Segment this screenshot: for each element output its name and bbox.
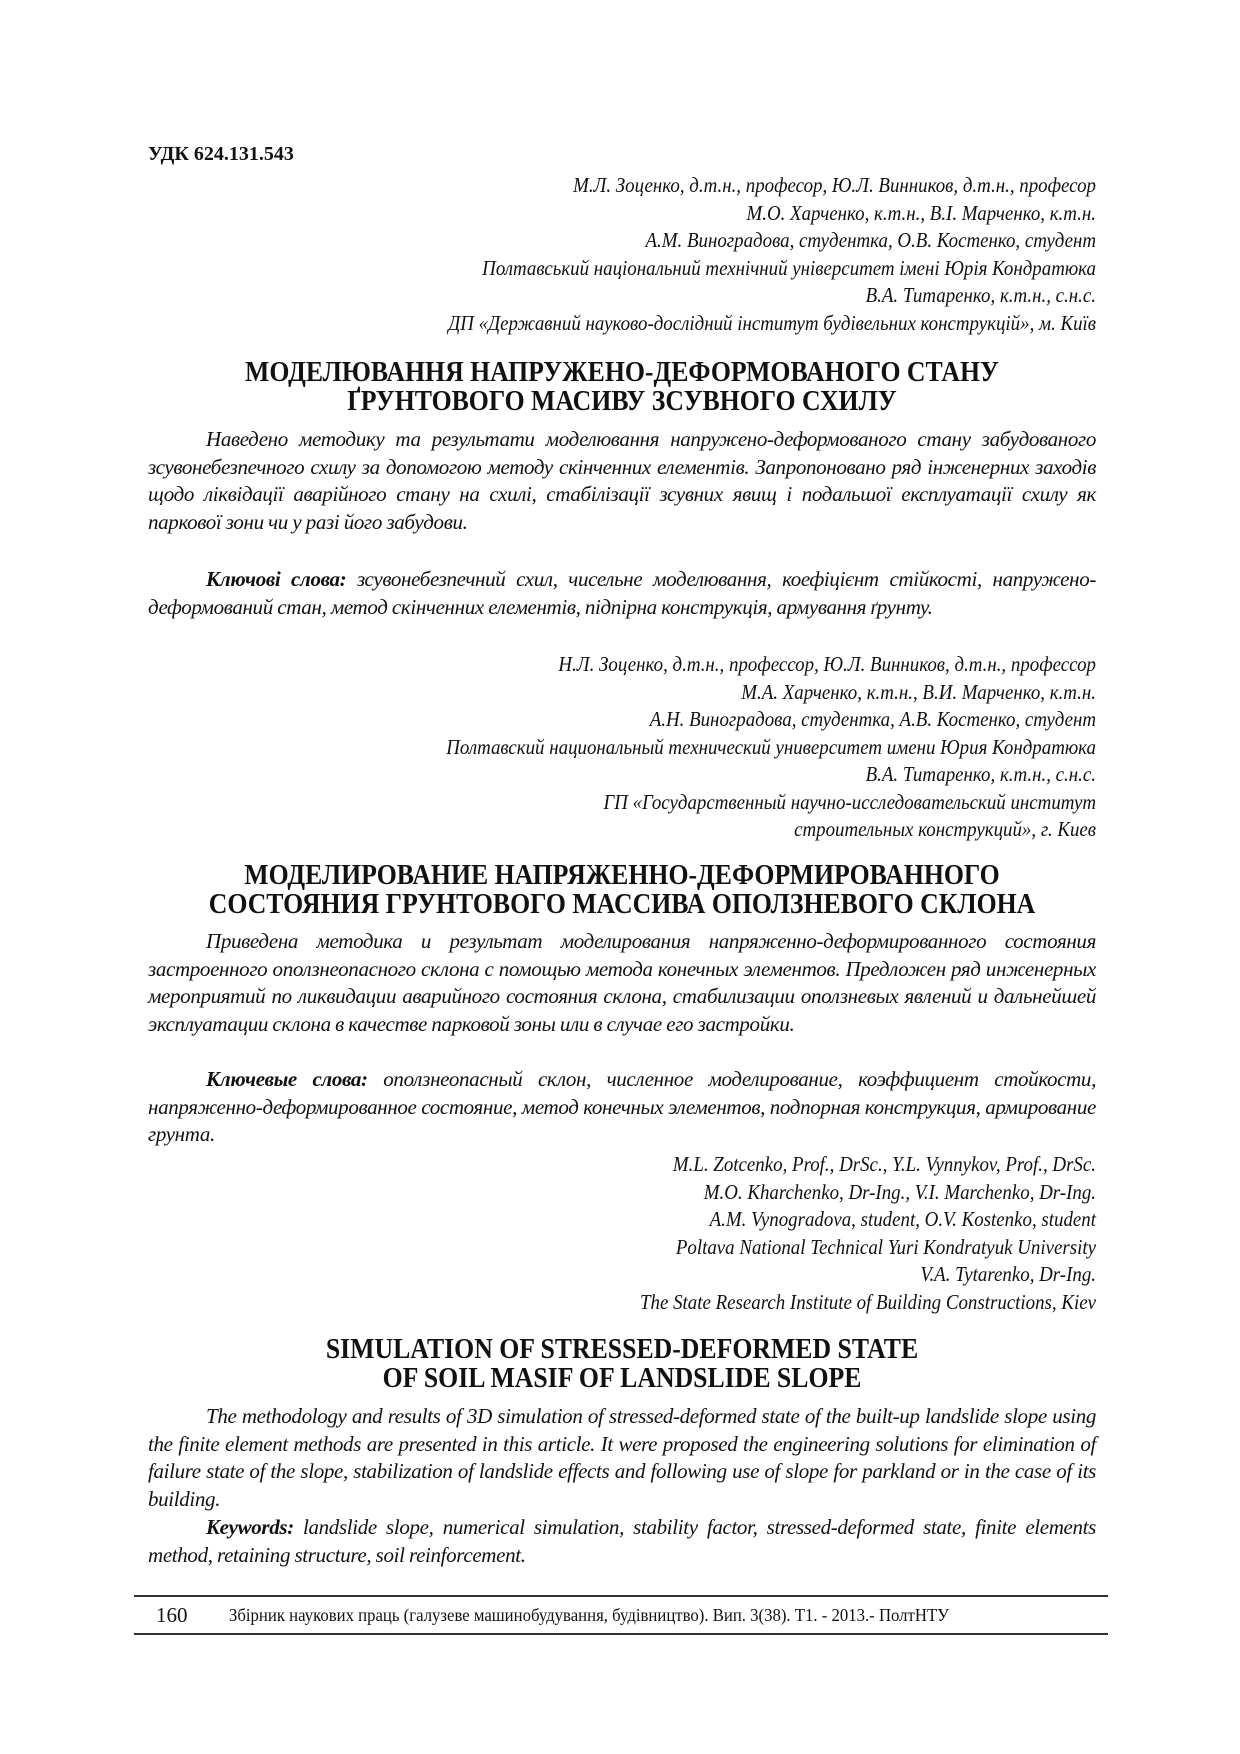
affiliation-line: строительных конструкций», г. Киев xyxy=(794,817,1096,841)
keywords-label: Ключові слова: xyxy=(206,567,347,591)
keywords-ru xyxy=(148,1066,1096,1149)
author-line: М.Л. Зоценко, д.т.н., професор, Ю.Л. Винников, д.т.н., професор xyxy=(573,173,1096,197)
affiliation-line: The State Research Institute of Building Constructions, Kiev xyxy=(639,1289,1096,1314)
title-line: SIMULATION OF STRESSED-DEFORMED STATE xyxy=(325,1334,919,1365)
author-line: В.А. Титаренко, к.т.н., с.н.с. xyxy=(865,762,1096,786)
footer-top-rule xyxy=(134,1595,1108,1597)
page-number: 160 xyxy=(156,1603,188,1627)
title-line: СОСТОЯНИЯ ГРУНТОВОГО МАССИВА ОПОЛЗНЕВОГО СКЛОНА xyxy=(208,889,1036,920)
abstract-en: The methodology and results of 3D simulation of stressed-deformed state of the built-up landslide slope using the finite element methods are presented in this article. It were proposed the engineering solutions for elimination of failure state of the slope, stabilization of landslide effects and following use of slope for parkland or in the case of its building. xyxy=(148,1404,1096,1511)
author-line: V.A. Tytarenko, Dr-Ing. xyxy=(920,1262,1096,1286)
affiliation-line: Полтавский национальный технический университет имени Юрия Кондратюка xyxy=(446,734,1096,759)
title-line: МОДЕЛЮВАННЯ НАПРУЖЕНО-ДЕФОРМОВАНОГО СТАНУ xyxy=(245,357,999,388)
udk-code: УДК 624.131.543 xyxy=(148,143,294,165)
keywords-ua xyxy=(148,566,1096,621)
affiliation-line: Полтавський національний технічний університет імені Юрія Кондратюка xyxy=(482,255,1096,280)
title-ru xyxy=(148,861,1096,919)
authors-ru xyxy=(148,651,1096,844)
footer-bottom-rule xyxy=(134,1633,1108,1635)
author-line: А.Н. Виноградова, студентка, А.В. Костенко, студент xyxy=(649,707,1096,731)
author-line: A.M. Vynogradova, student, O.V. Kostenko, student xyxy=(709,1207,1096,1231)
title-line: МОДЕЛИРОВАНИЕ НАПРЯЖЕННО-ДЕФОРМИРОВАННОГО xyxy=(244,860,1000,891)
affiliation-line: Poltava National Technical Yuri Kondratyuk University xyxy=(675,1234,1096,1259)
keywords-text: landslide slope, numerical simulation, stability factor, stressed-deformed state, finite elements method, retaining structure, soil reinforcement. xyxy=(148,1515,1096,1567)
keywords-label: Ключевые слова: xyxy=(206,1067,368,1091)
keywords-label: Keywords: xyxy=(206,1515,294,1539)
authors-ua xyxy=(148,172,1096,337)
affiliation-line: ДП «Державний науково-дослідний інститут будівельних конструкцій», м. Київ xyxy=(448,310,1096,335)
affiliation-line: ГП «Государственный научно-исследовательский институт xyxy=(603,789,1096,814)
author-line: Н.Л. Зоценко, д.т.н., профессор, Ю.Л. Винников, д.т.н., профессор xyxy=(558,652,1096,676)
abstract-ua: Наведено методику та результати моделювання напружено-деформованого стану забудованого зсувонебезпечного схилу за допомогою методу скінченних елементів. Запропоновано ряд інженерних заходів щодо ліквідації аварійного стану на схилі, стабілізації зсувних явищ і подальшої експлуатації схилу як паркової зони чи у разі його забудови. xyxy=(148,427,1096,534)
title-ua xyxy=(148,358,1096,416)
author-line: M.O. Kharchenko, Dr-Ing., V.I. Marchenko, Dr-Ing. xyxy=(703,1179,1096,1204)
journal-citation: Збірник наукових праць (галузеве машинобудування, будівництво). Вип. 3(38). Т1. - 2013.- ПолтНТУ xyxy=(229,1605,950,1625)
title-line: ҐРУНТОВОГО МАСИВУ ЗСУВНОГО СХИЛУ xyxy=(347,386,897,417)
keywords-text: оползнеопасный склон, численное моделирование, коэффициент стойкости, напряженно-деформированное состояние, метод конечных элементов, подпорная конструкция, армирование грунта. xyxy=(148,1067,1096,1147)
keywords-text: зсувонебезпечний схил, чисельне моделювання, коефіцієнт стійкості, напружено-деформований стан, метод скінченних елементів, підпірна конструкція, армування ґрунту. xyxy=(148,567,1096,619)
page-footer xyxy=(134,1600,1108,1630)
authors-en xyxy=(148,1151,1096,1316)
abstract-ru: Приведена методика и результат моделирования напряженно-деформированного состояния застроенного оползнеопасного склона с помощью метода конечных элементов. Предложен ряд инженерных мероприятий по ликвидации аварийного состояния склона, стабилизации оползневых явлений и дальнейшей эксплуатации склона в качестве парковой зоны или в случае его застройки. xyxy=(148,929,1096,1036)
author-line: М.А. Харченко, к.т.н., В.И. Марченко, к.т.н. xyxy=(741,679,1096,704)
title-line: OF SOIL MASIF OF LANDSLIDE SLOPE xyxy=(382,1363,862,1394)
title-en xyxy=(148,1335,1096,1393)
author-line: А.М. Виноградова, студентка, О.В. Костенко, студент xyxy=(645,228,1096,252)
author-line: М.О. Харченко, к.т.н., В.І. Марченко, к.т.н. xyxy=(746,200,1096,225)
author-line: M.L. Zotcenko, Prof., DrSc., Y.L. Vynnykov, Prof., DrSc. xyxy=(672,1152,1096,1176)
keywords-en xyxy=(148,1514,1096,1569)
author-line: В.А. Титаренко, к.т.н., с.н.с. xyxy=(865,283,1096,307)
